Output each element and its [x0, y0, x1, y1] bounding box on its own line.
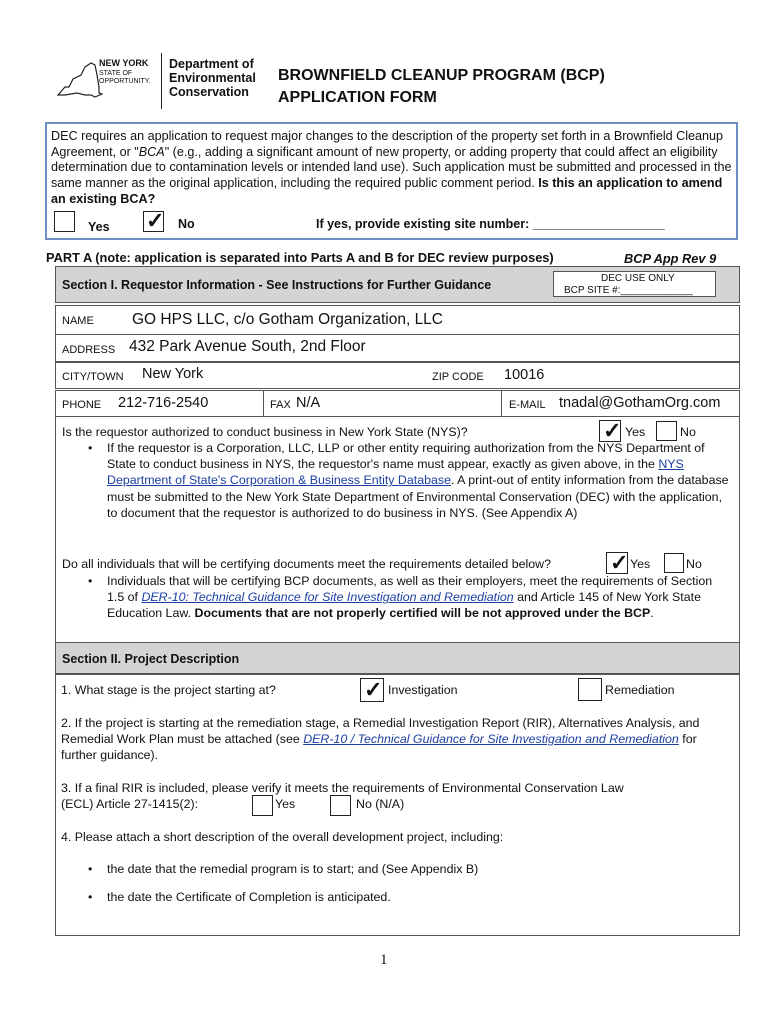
city-zip-row: [55, 362, 740, 389]
bcp-site-number: BCP SITE #:_____________: [564, 285, 693, 296]
existing-site-number-field[interactable]: If yes, provide existing site number: ___________________: [316, 217, 665, 231]
amend-yes-checkbox[interactable]: [54, 211, 75, 232]
authorization-bullet: [107, 440, 732, 521]
q-project-stage: 1. What stage is the project starting at?: [61, 683, 276, 697]
authorization-text-2: . A print-out of entity information from the database must be submitted to the New York State Department of Environmental Conservation (DEC) with the application, to document that the requestor is authorized to do business in NYS. (See Appendix A): [107, 473, 729, 520]
certifying-yes-label: Yes: [630, 557, 651, 571]
rir-no-label: No (N/A): [356, 797, 405, 811]
checkmark-icon: ✓: [364, 677, 383, 702]
fax-email-divider: [501, 391, 502, 416]
nys-dec-logo: [55, 53, 270, 111]
certification-text-2: and Article 145 of New York State Education Law.: [107, 590, 701, 621]
certification-text-end: .: [650, 606, 654, 621]
form-title-line-1: BROWNFIELD CLEANUP PROGRAM (BCP): [278, 67, 605, 84]
intro-text-bca: BCA: [138, 144, 165, 159]
q-remediation-stage: [61, 715, 731, 764]
name-row: [55, 305, 740, 335]
phone-fax-email-row: [55, 390, 740, 417]
certification-warning: Documents that are not properly certified will be not approved under the BCP: [191, 606, 651, 621]
logo-line-2: STATE OF: [99, 70, 133, 77]
form-title: [278, 65, 605, 109]
remediation-text-2: for further guidance).: [61, 732, 697, 763]
logo-line-3: OPPORTUNITY.: [99, 78, 151, 85]
dec-use-only-label: DEC USE ONLY: [601, 273, 675, 284]
bullet-dot: •: [88, 862, 93, 876]
bcp-app-rev: BCP App Rev 9: [624, 251, 717, 266]
section-2-header: [55, 642, 740, 674]
intro-text: [47, 124, 736, 208]
amend-no-label: No: [178, 217, 195, 231]
stage-investigation-label: Investigation: [388, 683, 458, 697]
amend-yes-label: Yes: [88, 220, 110, 234]
phone-label: PHONE: [62, 399, 102, 411]
checkmark-icon: ✓: [146, 208, 165, 233]
phone-field[interactable]: 212-716-2540: [118, 395, 209, 411]
bullet-dot: •: [88, 441, 93, 455]
part-a-label: PART A (note: application is separated into Parts A and B for DEC review purposes): [46, 250, 554, 265]
dept-line-3: Conservation: [169, 85, 249, 99]
rir-yes-label: Yes: [275, 797, 296, 811]
section-1-title: Section I. Requestor Information - See Instructions for Further Guidance: [62, 278, 492, 292]
email-label: E-MAIL: [509, 399, 546, 411]
rir-no-checkbox[interactable]: [330, 795, 351, 816]
remedial-start-bullet: the date that the remedial program is to start; and (See Appendix B): [107, 862, 479, 876]
q-authorized-nys: Is the requestor authorized to conduct business in New York State (NYS)?: [62, 425, 468, 439]
fax-label: FAX: [270, 399, 291, 411]
bullet-dot: •: [88, 890, 93, 904]
city-field[interactable]: New York: [142, 366, 204, 382]
email-field[interactable]: tnadal@GothamOrg.com: [559, 395, 721, 411]
authorization-text-1: If the requestor is a Corporation, LLC, LLP or other entity requiring authorization from the NYS Department of State to conduct business in NYS, the requestor's name must appear, exactly as given above, in the: [107, 441, 705, 472]
dec-use-only-box: [553, 271, 716, 297]
stage-remediation-label: Remediation: [605, 683, 675, 697]
der-10-guidance-link[interactable]: DER-10 / Technical Guidance for Site Investigation and Remediation: [303, 732, 679, 747]
coc-date-bullet: the date the Certificate of Completion is anticipated.: [107, 890, 391, 904]
authorized-no-label: No: [680, 425, 696, 439]
address-row: [55, 334, 740, 362]
stage-remediation-checkbox[interactable]: [578, 678, 602, 701]
section-2-title: Section II. Project Description: [62, 652, 240, 666]
der-10-link[interactable]: DER-10: Technical Guidance for Site Investigation and Remediation: [141, 590, 514, 605]
authorized-yes-checkbox[interactable]: [599, 420, 621, 442]
stage-investigation-checkbox[interactable]: [360, 678, 384, 702]
q-development-description: 4. Please attach a short description of the overall development project, including:: [61, 830, 504, 844]
address-field[interactable]: 432 Park Avenue South, 2nd Floor: [129, 338, 366, 355]
logo-divider: [161, 53, 162, 109]
name-field[interactable]: GO HPS LLC, c/o Gotham Organization, LLC: [132, 311, 443, 328]
certifying-no-label: No: [686, 557, 702, 571]
authorized-yes-label: Yes: [625, 425, 646, 439]
intro-text-part-2: " (e.g., adding a significant amount of new property, or adding property that could affect an eligibility determination due to contamination levels or intended land use). Such application must be submitted and processed in the same manner as the original application, including the required public comment period.: [51, 144, 732, 191]
zip-label: ZIP CODE: [432, 371, 484, 383]
section-1-header: [55, 266, 740, 303]
checkmark-icon: ✓: [610, 550, 629, 575]
phone-fax-divider: [263, 391, 264, 416]
certification-text-1: Individuals that will be certifying BCP documents, as well as their employers, meet the requirements of Section 1.5 of: [107, 574, 713, 605]
nys-dos-database-link[interactable]: NYS Department of State's Corporation & Business Entity Database: [107, 457, 684, 488]
intro-text-part-1: DEC requires an application to request major changes to the description of the property set forth in a Brownfield Cleanup Agreement, or ": [51, 129, 724, 159]
amend-no-checkbox[interactable]: [143, 208, 165, 233]
new-york-state-map-icon: [55, 57, 103, 103]
zip-field[interactable]: 10016: [504, 367, 545, 383]
remediation-text-1: 2. If the project is starting at the remediation stage, a Remedial Investigation Report (RIR), Alternatives Analysis, and Remedial Work Plan must be attached (see: [61, 716, 700, 747]
form-title-line-2: APPLICATION FORM: [278, 89, 437, 106]
certifying-no-checkbox[interactable]: [664, 553, 684, 573]
address-label: ADDRESS: [62, 344, 116, 356]
authorized-no-checkbox[interactable]: [656, 421, 677, 441]
q-rir-line-2: (ECL) Article 27-1415(2):: [61, 797, 199, 811]
dept-line-2: Environmental: [169, 71, 256, 85]
certifying-yes-checkbox[interactable]: [606, 552, 628, 574]
name-label: NAME: [62, 315, 94, 327]
q-certifying-individuals: Do all individuals that will be certifying documents meet the requirements detailed below?: [62, 557, 552, 571]
intro-question: Is this an application to amend an existing BCA?: [51, 176, 723, 206]
city-label: CITY/TOWN: [62, 371, 124, 383]
logo-line-1: NEW YORK: [99, 58, 149, 68]
page-number: 1: [380, 952, 388, 968]
rir-yes-checkbox[interactable]: [252, 795, 273, 816]
fax-field[interactable]: N/A: [296, 395, 321, 411]
dept-line-1: Department of: [169, 57, 254, 71]
bullet-dot: •: [88, 574, 93, 588]
q-rir-line-1: 3. If a final RIR is included, please verify it meets the requirements of Environmental Conservation Law: [61, 781, 624, 795]
certification-bullet: [107, 573, 727, 622]
checkmark-icon: ✓: [603, 418, 622, 443]
